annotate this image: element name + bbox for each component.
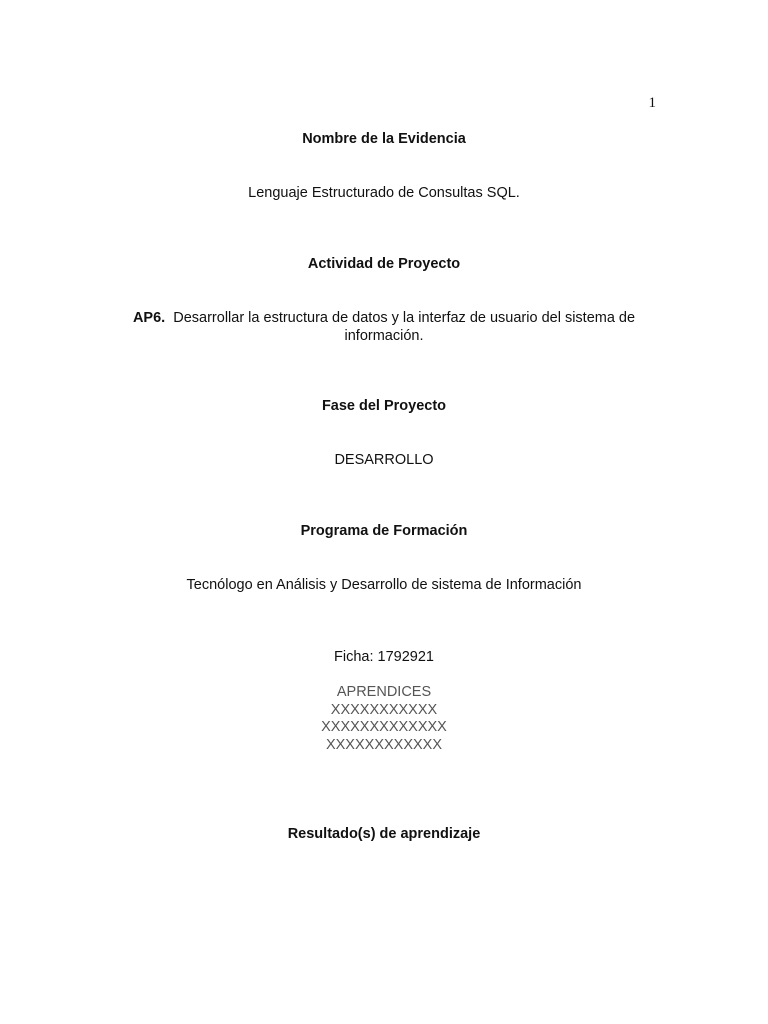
program-value: Tecnólogo en Análisis y Desarrollo de sistema de Información bbox=[186, 577, 582, 593]
activity-code: AP6. bbox=[132, 310, 166, 326]
apprentice-name: XXXXXXXXXXXXX bbox=[321, 719, 447, 735]
apprentices-label: APRENDICES bbox=[336, 684, 432, 700]
apprentice-name: XXXXXXXXXXX bbox=[330, 701, 438, 718]
apprentices-block bbox=[0, 684, 768, 754]
activity-description bbox=[120, 309, 648, 345]
evidence-heading: Nombre de la Evidencia bbox=[302, 131, 466, 147]
activity-value: Desarrollar la estructura de datos y la interfaz de usuario del sistema de información. bbox=[173, 310, 636, 344]
ficha-number: Ficha: 1792921 bbox=[334, 649, 434, 665]
phase-heading: Fase del Proyecto bbox=[321, 398, 447, 414]
page-number: 1 bbox=[648, 95, 656, 111]
activity-heading: Actividad de Proyecto bbox=[307, 256, 461, 272]
phase-value: DESARROLLO bbox=[334, 452, 434, 468]
evidence-value: Lenguaje Estructurado de Consultas SQL. bbox=[248, 185, 520, 201]
apprentice-name: XXXXXXXXXXXX bbox=[325, 736, 443, 753]
results-heading: Resultado(s) de aprendizaje bbox=[287, 826, 481, 842]
program-heading: Programa de Formación bbox=[300, 523, 468, 539]
